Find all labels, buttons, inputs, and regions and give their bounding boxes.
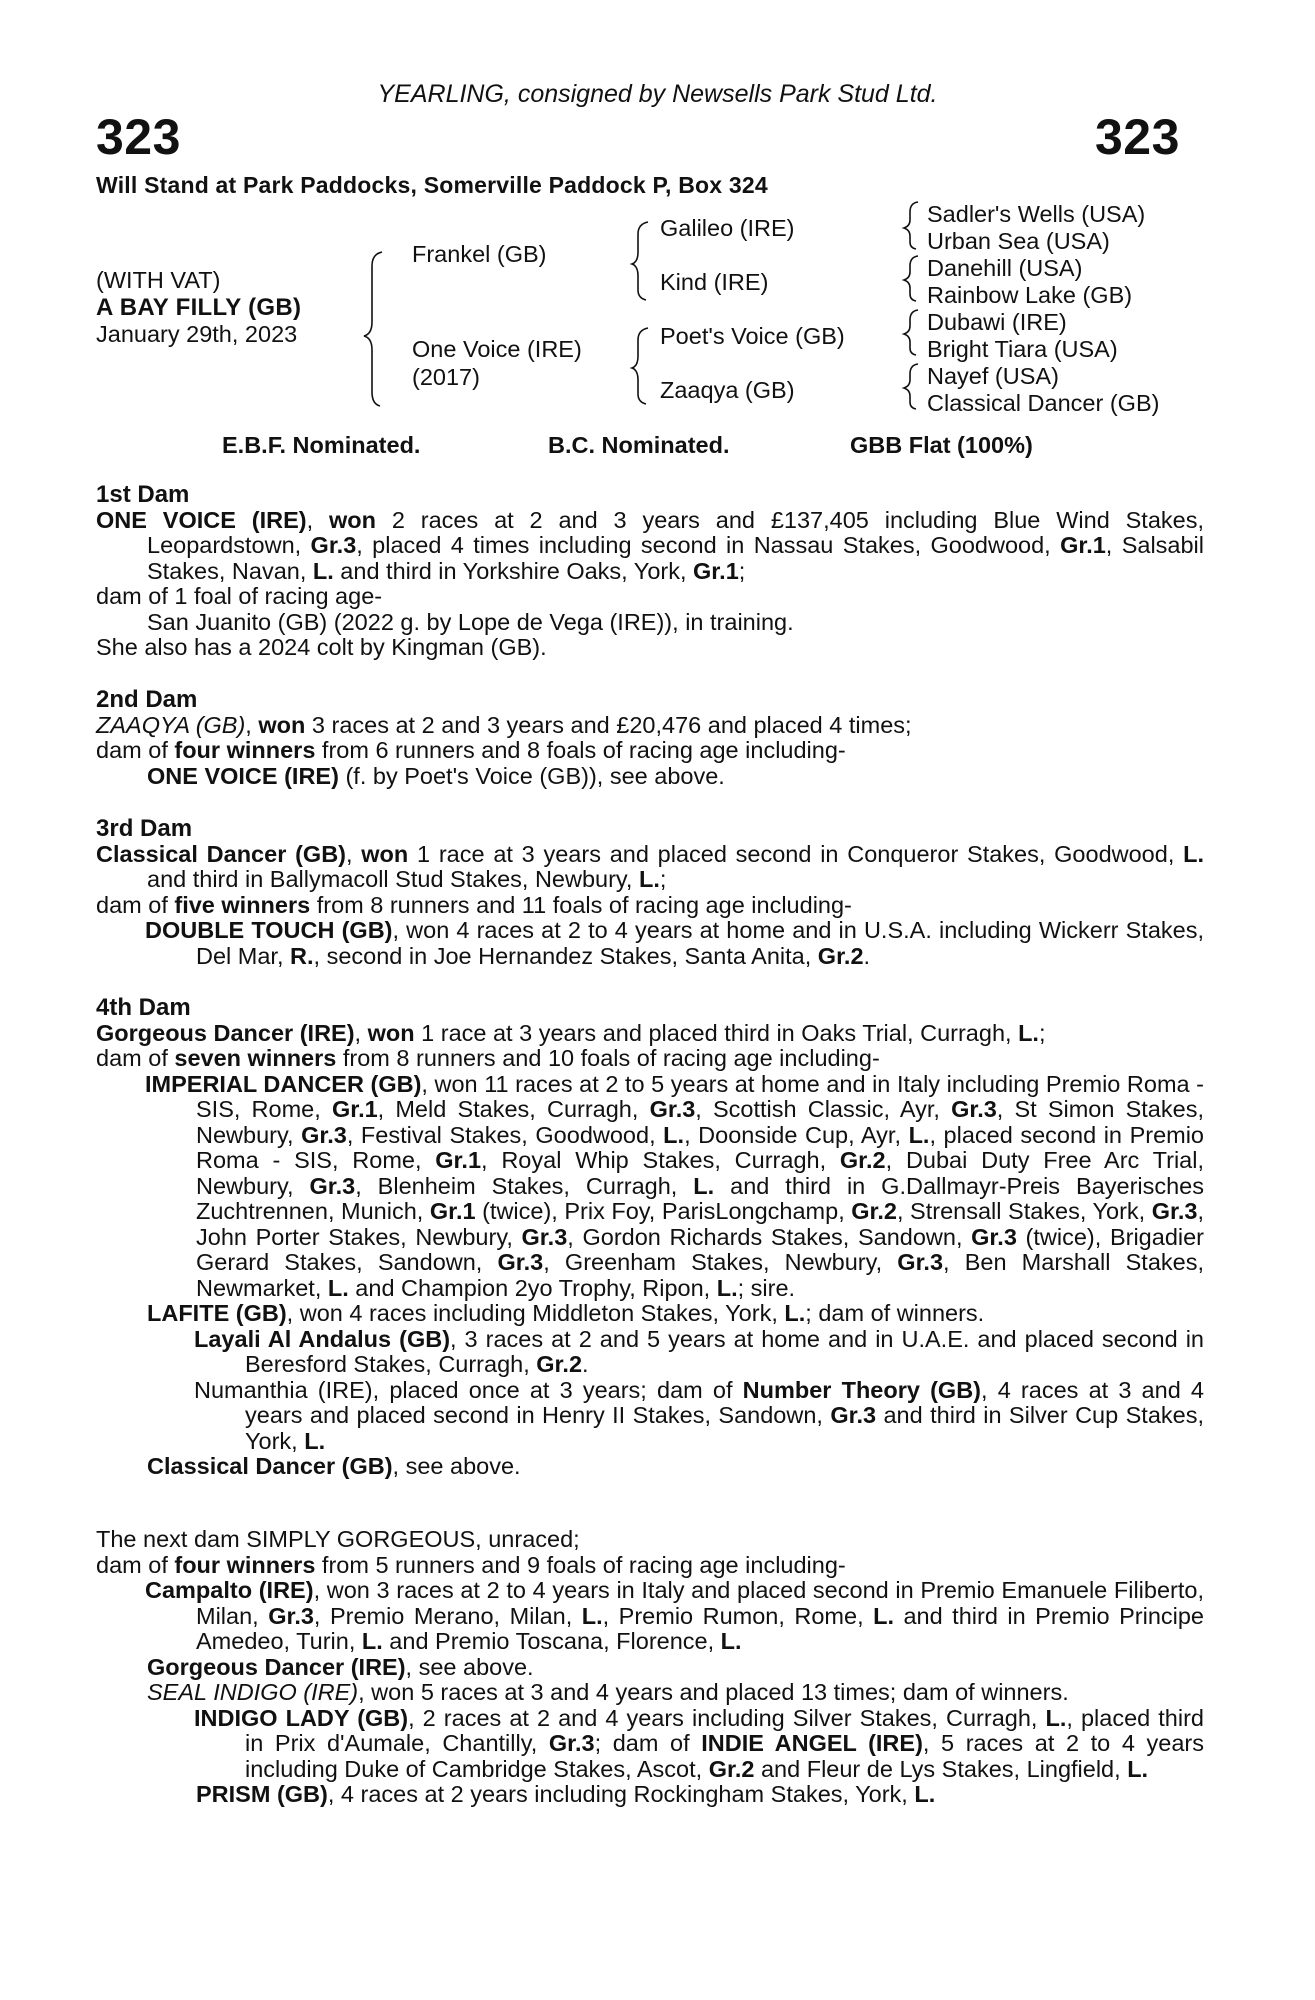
text: (twice), Prix Foy, ParisLongchamp, (475, 1198, 852, 1224)
fourth-dam-heading: 4th Dam (96, 994, 191, 1021)
progeny-name: INDIE ANGEL (IRE) (701, 1730, 923, 1756)
dam-of-line: dam of 1 foal of racing age- (96, 583, 383, 609)
winners-count: seven winners (174, 1045, 337, 1071)
won-label: won (361, 840, 409, 867)
text: , won 11 races at 2 to 5 years at home and in Italy including Premio Roma - SIS, Rome, (196, 1070, 1205, 1122)
grade: L. (1045, 1704, 1067, 1731)
dam-of-line (96, 738, 1204, 764)
text: , Doonside Cup, Ayr, (684, 1121, 909, 1148)
text: , see above. (405, 1653, 534, 1680)
grade: L. (1018, 1019, 1039, 1046)
grade: L. (873, 1602, 894, 1629)
winners-count: four winners (174, 1551, 316, 1578)
grade: Gr.1 (331, 1096, 378, 1122)
progeny-entry-lafite (96, 1301, 1204, 1327)
gen3-6: Bright Tiara (USA) (927, 336, 1118, 362)
progeny-entry-campalto (96, 1578, 1204, 1655)
text: dam of (96, 891, 175, 918)
text: Numanthia (IRE), placed once at 3 years; dam of (194, 1376, 743, 1403)
gen3-2: Urban Sea (USA) (927, 228, 1110, 254)
vat-label: (WITH VAT) (96, 267, 221, 293)
won-label: won (258, 711, 306, 738)
grade: Gr.3 (310, 532, 357, 558)
winners-count: five winners (174, 891, 311, 918)
text: , Dubai Duty Free Arc Trial, Newbury, (196, 1147, 1204, 1199)
gen3-7: Nayef (USA) (927, 363, 1059, 389)
consignor-line: YEARLING, consigned by Newsells Park Stud Ltd. (377, 80, 938, 108)
text: , John Porter Stakes, Newbury, (196, 1198, 1204, 1250)
grade: Gr.3 (830, 1402, 877, 1428)
grade: Gr.3 (1151, 1198, 1198, 1224)
grade: Gr.3 (301, 1121, 347, 1148)
dam-sire: Poet's Voice (GB) (660, 323, 845, 349)
text: , 4 races at 3 and 4 years and placed second in Henry II Stakes, Sandown, (245, 1376, 1204, 1428)
grade: L. (639, 866, 660, 892)
progeny-name: Number Theory (GB) (742, 1376, 982, 1403)
text: ; dam of (594, 1730, 702, 1756)
text: and third in Premio Principe Amedeo, Turin, (196, 1602, 1204, 1654)
sire-dam: Kind (IRE) (660, 269, 769, 295)
winners-count: four winners (174, 737, 316, 763)
grade: L. (327, 1274, 349, 1301)
won-label: won (367, 1019, 415, 1046)
progeny-name: ONE VOICE (IRE) (147, 762, 339, 789)
text: . (582, 1351, 589, 1377)
progeny-entry-classical-dancer (96, 1454, 1204, 1480)
main-brace (364, 252, 382, 406)
text: , Scottish Classic, Ayr, (695, 1096, 952, 1122)
text: , won 5 races at 3 and 4 years and placed 13 times; dam of winners. (358, 1679, 1069, 1705)
text: 2 races at 2 and 3 years and £137,405 including Blue Wind Stakes, Leopardstown, (147, 506, 1204, 558)
progeny-entry-imperial-dancer (96, 1072, 1204, 1302)
text: . (863, 942, 871, 969)
foal-entry: San Juanito (GB) (2022 g. by Lope de Vega (IRE)), in training. (147, 608, 794, 635)
next-dam-line: The next dam SIMPLY GORGEOUS, unraced; (96, 1526, 580, 1552)
foaling-date: January 29th, 2023 (96, 321, 298, 347)
text: dam of (96, 1551, 175, 1578)
sire-name: Frankel (GB) (412, 241, 547, 267)
text: , 5 races at 2 to 4 years including Duke of Cambridge Stakes, Ascot, (245, 1730, 1204, 1782)
grade: Gr.3 (268, 1602, 314, 1629)
progeny-entry (96, 764, 1204, 790)
won-label: won (328, 506, 376, 533)
third-dam-heading: 3rd Dam (96, 815, 193, 842)
g-brace-3 (904, 310, 918, 355)
grade: Gr.3 (951, 1096, 997, 1122)
ebf-nomination: E.B.F. Nominated. (222, 432, 421, 458)
second-dam-section (96, 687, 1204, 789)
dam-of-line (96, 1046, 1204, 1072)
grade: L. (720, 1628, 742, 1654)
text: , Premio Merano, Milan, (313, 1602, 582, 1629)
text: ; dam of winners. (805, 1300, 985, 1326)
grade: Gr.3 (309, 1172, 356, 1199)
g-brace-4 (904, 364, 918, 409)
grade: R. (290, 942, 314, 969)
text: , 3 races at 2 and 5 years at home and in U.A.E. and placed second in Beresford Stakes, Curragh, (245, 1325, 1204, 1377)
gen3-4: Rainbow Lake (GB) (927, 282, 1133, 308)
text: , Royal Whip Stakes, Curragh, (481, 1147, 840, 1173)
text: , Meld Stakes, Curragh, (377, 1096, 650, 1122)
grade: L. (361, 1628, 383, 1654)
text: ; (1038, 1019, 1046, 1046)
text: dam of (96, 1045, 175, 1071)
grade: L. (1127, 1755, 1149, 1782)
progeny-name: Classical Dancer (GB) (147, 1453, 393, 1479)
sire-sire: Galileo (IRE) (660, 215, 795, 241)
progeny-name: IMPERIAL DANCER (GB) (145, 1070, 422, 1097)
text: , won 4 races at 2 to 4 years at home and in U.S.A. including Wickerr Stakes, Del Mar, (196, 917, 1204, 969)
text: , placed 4 times including second in Nassau Stakes, Goodwood, (356, 532, 1061, 558)
grade: Gr.3 (497, 1249, 544, 1275)
progeny-entry (96, 918, 1204, 969)
stand-location: Will Stand at Park Paddocks, Somerville Paddock P, Box 324 (96, 172, 768, 198)
first-dam-section (96, 482, 1204, 661)
text: and Premio Toscana, Florence, (382, 1628, 721, 1654)
text: , Premio Rumon, Rome, (602, 1602, 874, 1629)
gbb-flat: GBB Flat (100%) (850, 432, 1033, 458)
progeny-entry-layali (96, 1327, 1204, 1378)
grade: Gr.3 (897, 1249, 944, 1275)
grade: Gr.2 (708, 1755, 755, 1782)
progeny-name: Campalto (IRE) (145, 1577, 314, 1603)
grade: L. (784, 1300, 806, 1326)
text: and third in Yorkshire Oaks, York, (333, 557, 694, 584)
text: , won 3 races at 2 to 4 years in Italy and placed second in Premio Emanuele Filiberto, Milan, (196, 1577, 1204, 1629)
text: , placed second in Premio Roma - SIS, Rome, (196, 1121, 1205, 1173)
text: from 8 runners and 11 foals of racing age including- (310, 891, 852, 918)
grade: L. (1183, 840, 1204, 867)
text: , Blenheim Stakes, Curragh, (355, 1172, 694, 1199)
grade: L. (312, 557, 334, 584)
text: , Festival Stakes, Goodwood, (346, 1121, 664, 1148)
progeny-name: DOUBLE TOUCH (GB) (145, 917, 393, 943)
text: , Greenham Stakes, Newbury, (543, 1249, 898, 1275)
lot-number-right: 323 (1095, 109, 1180, 165)
text: (twice), Brigadier Gerard Stakes, Sandown, (196, 1223, 1204, 1275)
text: , Gordon Richards Stakes, Sandown, (567, 1223, 972, 1250)
next-dam-section (96, 1527, 1204, 1808)
text: and Fleur de Lys Stakes, Lingfield, (754, 1755, 1128, 1782)
bc-nomination: B.C. Nominated. (548, 432, 730, 458)
dam-name: Classical Dancer (GB) (96, 840, 346, 867)
dam-name: ZAAQYA (GB) (96, 711, 246, 738)
sire-brace (632, 222, 648, 300)
text: , 4 races at 2 years including Rockingham Stakes, York, (327, 1781, 915, 1807)
progeny-entry-indigo-lady (96, 1706, 1204, 1783)
g-brace-1 (904, 202, 918, 249)
progeny-name: LAFITE (GB) (147, 1300, 287, 1326)
text: , St Simon Stakes, Newbury, (196, 1096, 1204, 1148)
grade: Gr.3 (548, 1730, 595, 1756)
dam-name: ONE VOICE (IRE) (96, 506, 307, 533)
grade: Gr.1 (429, 1198, 476, 1224)
dam-name: Gorgeous Dancer (IRE) (96, 1019, 355, 1046)
dam-name: One Voice (IRE) (412, 336, 582, 362)
progeny-name: PRISM (GB) (196, 1781, 328, 1807)
grade: Gr.3 (971, 1223, 1017, 1250)
grade: Gr.3 (521, 1223, 568, 1250)
third-dam-section (96, 816, 1204, 969)
grade: Gr.2 (536, 1351, 583, 1377)
gen3-1: Sadler's Wells (USA) (927, 201, 1146, 227)
grade: L. (908, 1121, 930, 1148)
grade: L. (693, 1172, 715, 1199)
text: 1 race at 3 years and placed second in Conqueror Stakes, Goodwood, (408, 840, 1184, 867)
progeny-name: SEAL INDIGO (IRE) (147, 1679, 359, 1705)
text: , Salsabil Stakes, Navan, (147, 532, 1204, 584)
text: and third in Silver Cup Stakes, York, (245, 1402, 1204, 1454)
text: and third in Ballymacoll Stud Stakes, Newbury, (147, 866, 639, 892)
also-line: She also has a 2024 colt by Kingman (GB). (96, 634, 547, 660)
grade: Gr.1 (435, 1147, 482, 1173)
first-dam-record: ONE VOICE (IRE), won 2 races at 2 and 3 years and £137,405 including Blue Wind Stakes, Leopardstown, Gr.3, placed 4 times including second in Nassau Stakes, Goodwood, Gr.1, Salsabil Stakes, Navan, L. and third in Yorkshire Oaks, York, Gr.1; (96, 506, 1204, 584)
progeny-entry-prism (96, 1782, 1204, 1808)
text: 3 races at 2 and 3 years and £20,476 and placed 4 times; (305, 711, 912, 738)
text: ; sire. (737, 1274, 796, 1301)
grade: L. (581, 1602, 603, 1629)
text: dam of (96, 737, 175, 763)
gen3-8: Classical Dancer (GB) (927, 390, 1160, 416)
g-brace-2 (904, 256, 918, 301)
lot-number-left: 323 (96, 109, 181, 165)
text: and Champion 2yo Trophy, Ripon, (348, 1274, 717, 1301)
text: ; (659, 866, 667, 892)
progeny-name: Layali Al Andalus (GB) (194, 1325, 451, 1352)
dam-of-line (96, 1553, 1204, 1579)
progeny-entry-numanthia (96, 1378, 1204, 1455)
progeny-entry-gorgeous-dancer (96, 1655, 1204, 1681)
text: , won 4 races including Middleton Stakes, York, (286, 1300, 785, 1326)
gen3-3: Danehill (USA) (927, 255, 1083, 281)
first-dam-heading: 1st Dam (96, 481, 190, 508)
grade: Gr.2 (817, 942, 864, 969)
subject-name: A BAY FILLY (GB) (96, 294, 302, 321)
grade: L. (914, 1781, 936, 1807)
text: and third in G.Dallmayr-Preis Bayerisches Zuchtrennen, Munich, (196, 1172, 1205, 1224)
grade: Gr.1 (1060, 532, 1106, 558)
text: , Ben Marshall Stakes, Newmarket, (196, 1249, 1205, 1301)
text: , Strensall Stakes, York, (897, 1198, 1152, 1224)
fourth-dam-record: Gorgeous Dancer (IRE), won 1 race at 3 years and placed third in Oaks Trial, Curragh, L.; (96, 1019, 1046, 1046)
grade: L. (304, 1427, 326, 1454)
grade: Gr.3 (649, 1096, 696, 1122)
text: , see above. (392, 1453, 521, 1479)
text: (f. by Poet's Voice (GB)), see above. (338, 762, 725, 789)
fourth-dam-section (96, 995, 1204, 1480)
dam-year: (2017) (412, 364, 480, 390)
gen3-5: Dubawi (IRE) (927, 309, 1067, 335)
third-dam-record: Classical Dancer (GB), won 1 race at 3 years and placed second in Conqueror Stakes, Goodwood, L. and third in Ballymacoll Stud Stakes, Newbury, L.; (96, 840, 1204, 892)
text: , second in Joe Hernandez Stakes, Santa Anita, (313, 942, 818, 969)
second-dam-heading: 2nd Dam (96, 686, 198, 713)
progeny-entry-seal-indigo (96, 1680, 1204, 1706)
grade: Gr.2 (851, 1198, 897, 1224)
text: from 6 runners and 8 foals of racing age including- (315, 737, 846, 763)
grade: L. (716, 1274, 738, 1301)
dam-of-line (96, 893, 1204, 919)
text: ; (738, 557, 746, 584)
grade: Gr.2 (839, 1147, 886, 1173)
text: , 2 races at 2 and 4 years including Silver Stakes, Curragh, (408, 1704, 1046, 1731)
dam-dam: Zaaqya (GB) (660, 377, 795, 403)
text: from 5 runners and 9 foals of racing age including- (315, 1551, 846, 1578)
dam-brace (632, 328, 648, 404)
text: from 8 runners and 10 foals of racing age including- (336, 1045, 880, 1071)
text: 1 race at 3 years and placed third in Oaks Trial, Curragh, (414, 1019, 1019, 1046)
progeny-name: INDIGO LADY (GB) (194, 1704, 409, 1731)
text: , placed third in Prix d'Aumale, Chantilly, (245, 1704, 1204, 1756)
grade: Gr.1 (693, 557, 739, 584)
second-dam-record: ZAAQYA (GB), won 3 races at 2 and 3 years and £20,476 and placed 4 times; (96, 711, 912, 738)
progeny-name: Gorgeous Dancer (IRE) (147, 1653, 406, 1680)
grade: L. (663, 1121, 685, 1148)
